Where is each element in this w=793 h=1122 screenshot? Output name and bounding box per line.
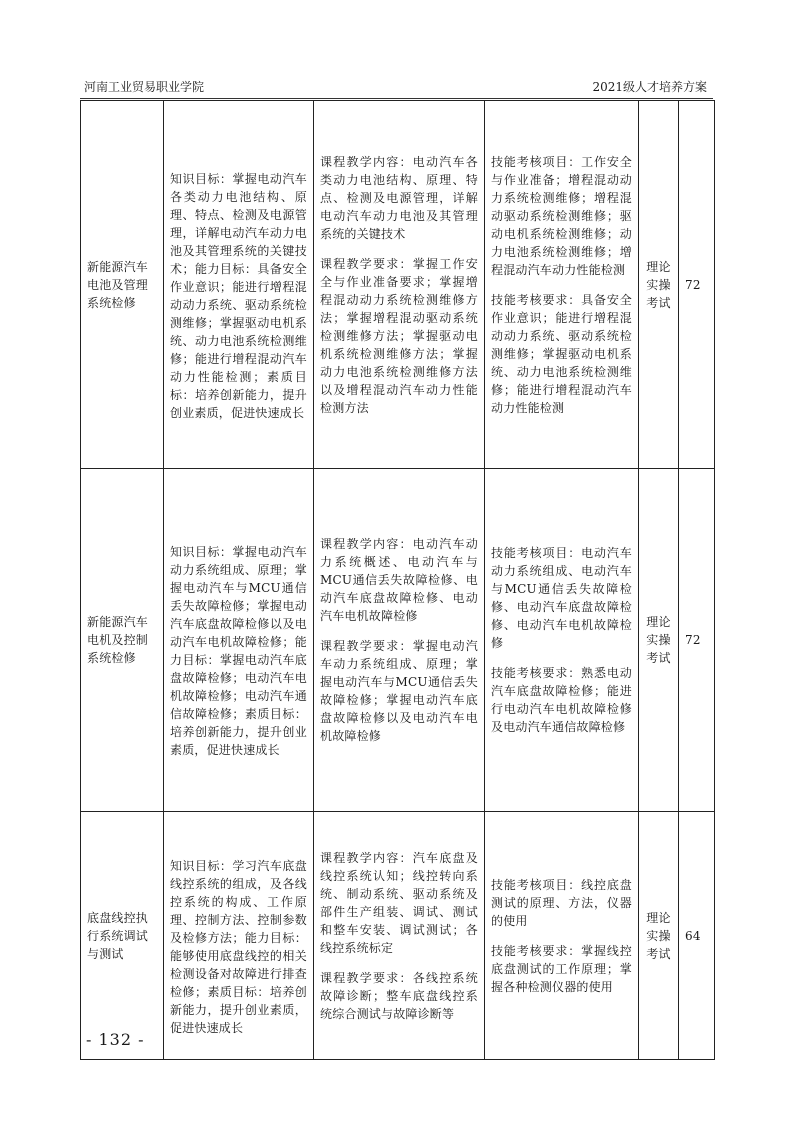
table-row (81, 812, 715, 1060)
content-text: 课程教学内容：电动汽车各类动力电池结构、原理、特点、检测及电源管理，详解电动汽车动力电池及其管理系统的关键技术 (320, 154, 478, 241)
course-name: 新能源汽车电机及控制系统检修 (81, 469, 164, 812)
curriculum-table (80, 100, 715, 1060)
requirements-text: 课程教学要求：各线控系统故障诊断；整车底盘线控系统综合测试与故障诊断等 (320, 970, 478, 1021)
exam-type: 理论实操考试 (639, 101, 679, 469)
table-row (81, 101, 715, 469)
exam-type: 理论实操考试 (639, 469, 679, 812)
page-header (80, 78, 713, 99)
course-name: 新能源汽车电池及管理系统检修 (81, 101, 164, 469)
skill-items-text: 技能考核项目：线控底盘测试的原理、方法，仪器的使用 (491, 877, 632, 928)
skill-items-text: 技能考核项目：电动汽车动力系统组成、电动汽车与MCU通信丢失故障检修、电动汽车底盘故障检修、电动汽车电机故障检修 (491, 546, 632, 650)
exam-type: 理论实操考试 (639, 812, 679, 1060)
school-name: 河南工业贸易职业学院 (84, 80, 205, 94)
content-text: 课程教学内容：汽车底盘及线控系统认知；线控转向系统、制动系统、驱动系统及部件生产组装、调试、测试和整车安装、调试测试；各线控系统标定 (320, 850, 478, 955)
course-goals: 知识目标：掌握电动汽车动力系统组成、原理；掌握电动汽车与MCU通信丢失故障检修；掌握电动汽车底盘故障检修以及电动汽车电机故障检修；能力目标：掌握电动汽车底盘故障检修；电动汽车电机故障检修；电动汽车通信故障检修；素质目标：培养创新能力，提升创业素质，促进快速成长 (164, 469, 314, 812)
page-number: - 132 - (86, 1030, 145, 1049)
course-name: 底盘线控执行系统调试与测试 (81, 812, 164, 1060)
course-goals: 知识目标：学习汽车底盘线控系统的组成，及各线控系统的构成、工作原理、控制方法、控制参数及检修方法；能力目标：能够使用底盘线控的相关检测设备对故障进行排查检修；素质目标：培养创新能力，提升创业素质，促进快速成长 (164, 812, 314, 1060)
skill-assessment (485, 101, 639, 469)
course-hours: 72 (679, 101, 715, 469)
course-goals: 知识目标：掌握电动汽车各类动力电池结构、原理、特点、检测及电源管理，详解电动汽车动力电池及其管理系统的关键技术；能力目标：具备安全作业意识；能进行增程混动动力系统、驱动系统检测维修；掌握驱动电机系统、动力电池系统检测维修；能进行增程混动汽车动力性能检测；素质目标：培养创新能力，提升创业素质，促进快速成长 (164, 101, 314, 469)
course-content (314, 812, 485, 1060)
skill-reqs-text: 技能考核要求：具备安全作业意识；能进行增程混动动力系统、驱动系统检测维修；掌握驱动电机系统、动力电池系统检测维修；能进行增程混动汽车动力性能检测 (491, 292, 632, 415)
course-content (314, 469, 485, 812)
course-content (314, 101, 485, 469)
skill-reqs-text: 技能考核要求：掌握线控底盘测试的工作原理；掌握各种检测仪器的使用 (491, 943, 632, 994)
course-hours: 64 (679, 812, 715, 1060)
content-text: 课程教学内容：电动汽车动力系统概述、电动汽车与MCU通信丢失故障检修、电动汽车底盘故障检修、电动汽车电机故障检修 (320, 537, 478, 623)
plan-title: 2021级人才培养方案 (592, 80, 707, 94)
requirements-text: 课程教学要求：掌握电动汽车动力系统组成、原理；掌握电动汽车与MCU通信丢失故障检修；掌握电动汽车底盘故障检修以及电动汽车电机故障检修 (320, 639, 478, 743)
course-hours: 72 (679, 469, 715, 812)
requirements-text: 课程教学要求：掌握工作安全与作业准备要求；掌握增程混动动力系统检测维修方法；掌握增程混动驱动系统检测维修方法；掌握驱动电机系统检测维修方法；掌握动力电池系统检测维修方法以及增程混动汽车动力性能检测方法 (320, 256, 478, 415)
skill-assessment (485, 812, 639, 1060)
table-row (81, 469, 715, 812)
skill-reqs-text: 技能考核要求：熟悉电动汽车底盘故障检修；能进行电动汽车电机故障检修及电动汽车通信故障检修 (491, 666, 632, 734)
skill-assessment (485, 469, 639, 812)
skill-items-text: 技能考核项目：工作安全与作业准备；增程混动动力系统检测维修；增程混动驱动系统检测维修；驱动电机系统检测维修；动力电池系统检测维修；增程混动汽车动力性能检测 (491, 154, 632, 277)
